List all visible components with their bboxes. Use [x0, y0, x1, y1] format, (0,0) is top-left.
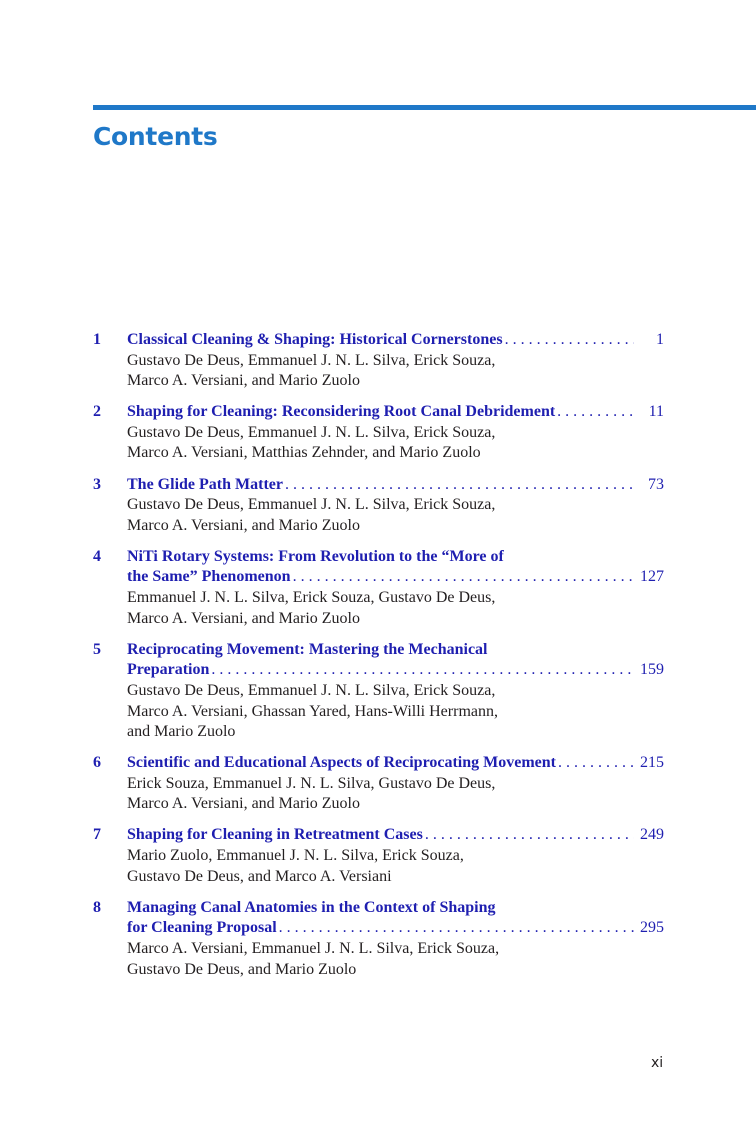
chapter-authors: Erick Souza, Emmanuel J. N. L. Silva, Gustavo De Deus, [127, 774, 496, 792]
chapter-authors: Gustavo De Deus, Emmanuel J. N. L. Silva, Erick Souza, [127, 681, 496, 699]
chapter-title[interactable]: Shaping for Cleaning in Retreatment Cases [127, 826, 423, 844]
chapter-title[interactable]: for Cleaning Proposal [127, 919, 277, 937]
dot-leader [423, 825, 634, 846]
chapter-number: 8 [93, 898, 101, 916]
chapter-authors: Marco A. Versiani, Emmanuel J. N. L. Silva, Erick Souza, [127, 939, 500, 957]
page-heading: Contents [93, 122, 218, 151]
chapter-authors: Marco A. Versiani, and Mario Zuolo [127, 795, 360, 813]
chapter-authors: and Mario Zuolo [127, 723, 236, 741]
chapter-authors: Gustavo De Deus, Emmanuel J. N. L. Silva, Erick Souza, [127, 423, 496, 441]
chapter-title[interactable]: the Same” Phenomenon [127, 568, 291, 586]
chapter-authors: Marco A. Versiani, Ghassan Yared, Hans-Willi Herrmann, [127, 702, 498, 720]
page-number[interactable]: 73 [648, 475, 664, 493]
toc-entry[interactable] [93, 640, 664, 743]
dot-leader [556, 753, 634, 774]
chapter-authors: Gustavo De Deus, Emmanuel J. N. L. Silva, Erick Souza, [127, 496, 496, 514]
chapter-number: 3 [93, 475, 101, 493]
dot-leader [209, 660, 634, 681]
header-rule [93, 105, 756, 110]
page-number[interactable]: 295 [640, 919, 664, 937]
chapter-number: 6 [93, 754, 101, 772]
page-number[interactable]: 215 [640, 754, 664, 772]
page-number[interactable]: 11 [648, 403, 664, 421]
chapter-authors: Marco A. Versiani, and Mario Zuolo [127, 372, 360, 390]
dot-leader [291, 567, 634, 588]
chapter-title[interactable]: Scientific and Educational Aspects of Reciprocating Movement [127, 754, 557, 772]
chapter-title[interactable]: Preparation [127, 661, 210, 679]
chapter-number: 4 [93, 547, 101, 565]
chapter-title[interactable]: The Glide Path Matter [127, 475, 283, 493]
chapter-authors: Gustavo De Deus, Emmanuel J. N. L. Silva, Erick Souza, [127, 351, 496, 369]
chapter-number: 5 [93, 640, 101, 658]
dot-leader [503, 330, 634, 351]
chapter-authors: Gustavo De Deus, and Marco A. Versiani [127, 867, 392, 885]
chapter-authors: Marco A. Versiani, Matthias Zehnder, and Mario Zuolo [127, 444, 481, 462]
page-number[interactable]: 1 [656, 331, 664, 348]
chapter-number: 2 [93, 403, 101, 421]
chapter-title[interactable]: Classical Cleaning & Shaping: Historical Cornerstones [127, 331, 503, 348]
chapter-title[interactable]: Shaping for Cleaning: Reconsidering Root Canal Debridement [127, 403, 556, 421]
toc-entry[interactable] [93, 898, 664, 980]
chapter-title[interactable]: NiTi Rotary Systems: From Revolution to the “More of [127, 547, 504, 565]
toc-entry[interactable] [93, 475, 664, 537]
toc-entry[interactable] [93, 753, 664, 815]
chapter-title[interactable]: Managing Canal Anatomies in the Context of Shaping [127, 898, 496, 916]
table-of-contents [93, 330, 664, 991]
page-folio: xi [651, 1055, 664, 1071]
chapter-authors: Emmanuel J. N. L. Silva, Erick Souza, Gustavo De Deus, [127, 589, 496, 607]
toc-entry[interactable] [93, 330, 664, 392]
chapter-authors: Marco A. Versiani, and Mario Zuolo [127, 516, 360, 534]
page-number[interactable]: 249 [640, 826, 664, 844]
toc-entry[interactable] [93, 547, 664, 629]
dot-leader [555, 402, 634, 423]
toc-entry[interactable] [93, 825, 664, 887]
dot-leader [283, 475, 634, 496]
chapter-title[interactable]: Reciprocating Movement: Mastering the Mechanical [127, 640, 488, 658]
chapter-authors: Mario Zuolo, Emmanuel J. N. L. Silva, Erick Souza, [127, 847, 464, 865]
page-number[interactable]: 159 [640, 661, 664, 679]
dot-leader [277, 918, 634, 939]
chapter-number: 7 [93, 826, 101, 844]
chapter-number: 1 [93, 331, 101, 348]
chapter-authors: Gustavo De Deus, and Mario Zuolo [127, 960, 357, 978]
toc-entry[interactable] [93, 402, 664, 464]
chapter-authors: Marco A. Versiani, and Mario Zuolo [127, 609, 360, 627]
page-number[interactable]: 127 [640, 568, 664, 586]
